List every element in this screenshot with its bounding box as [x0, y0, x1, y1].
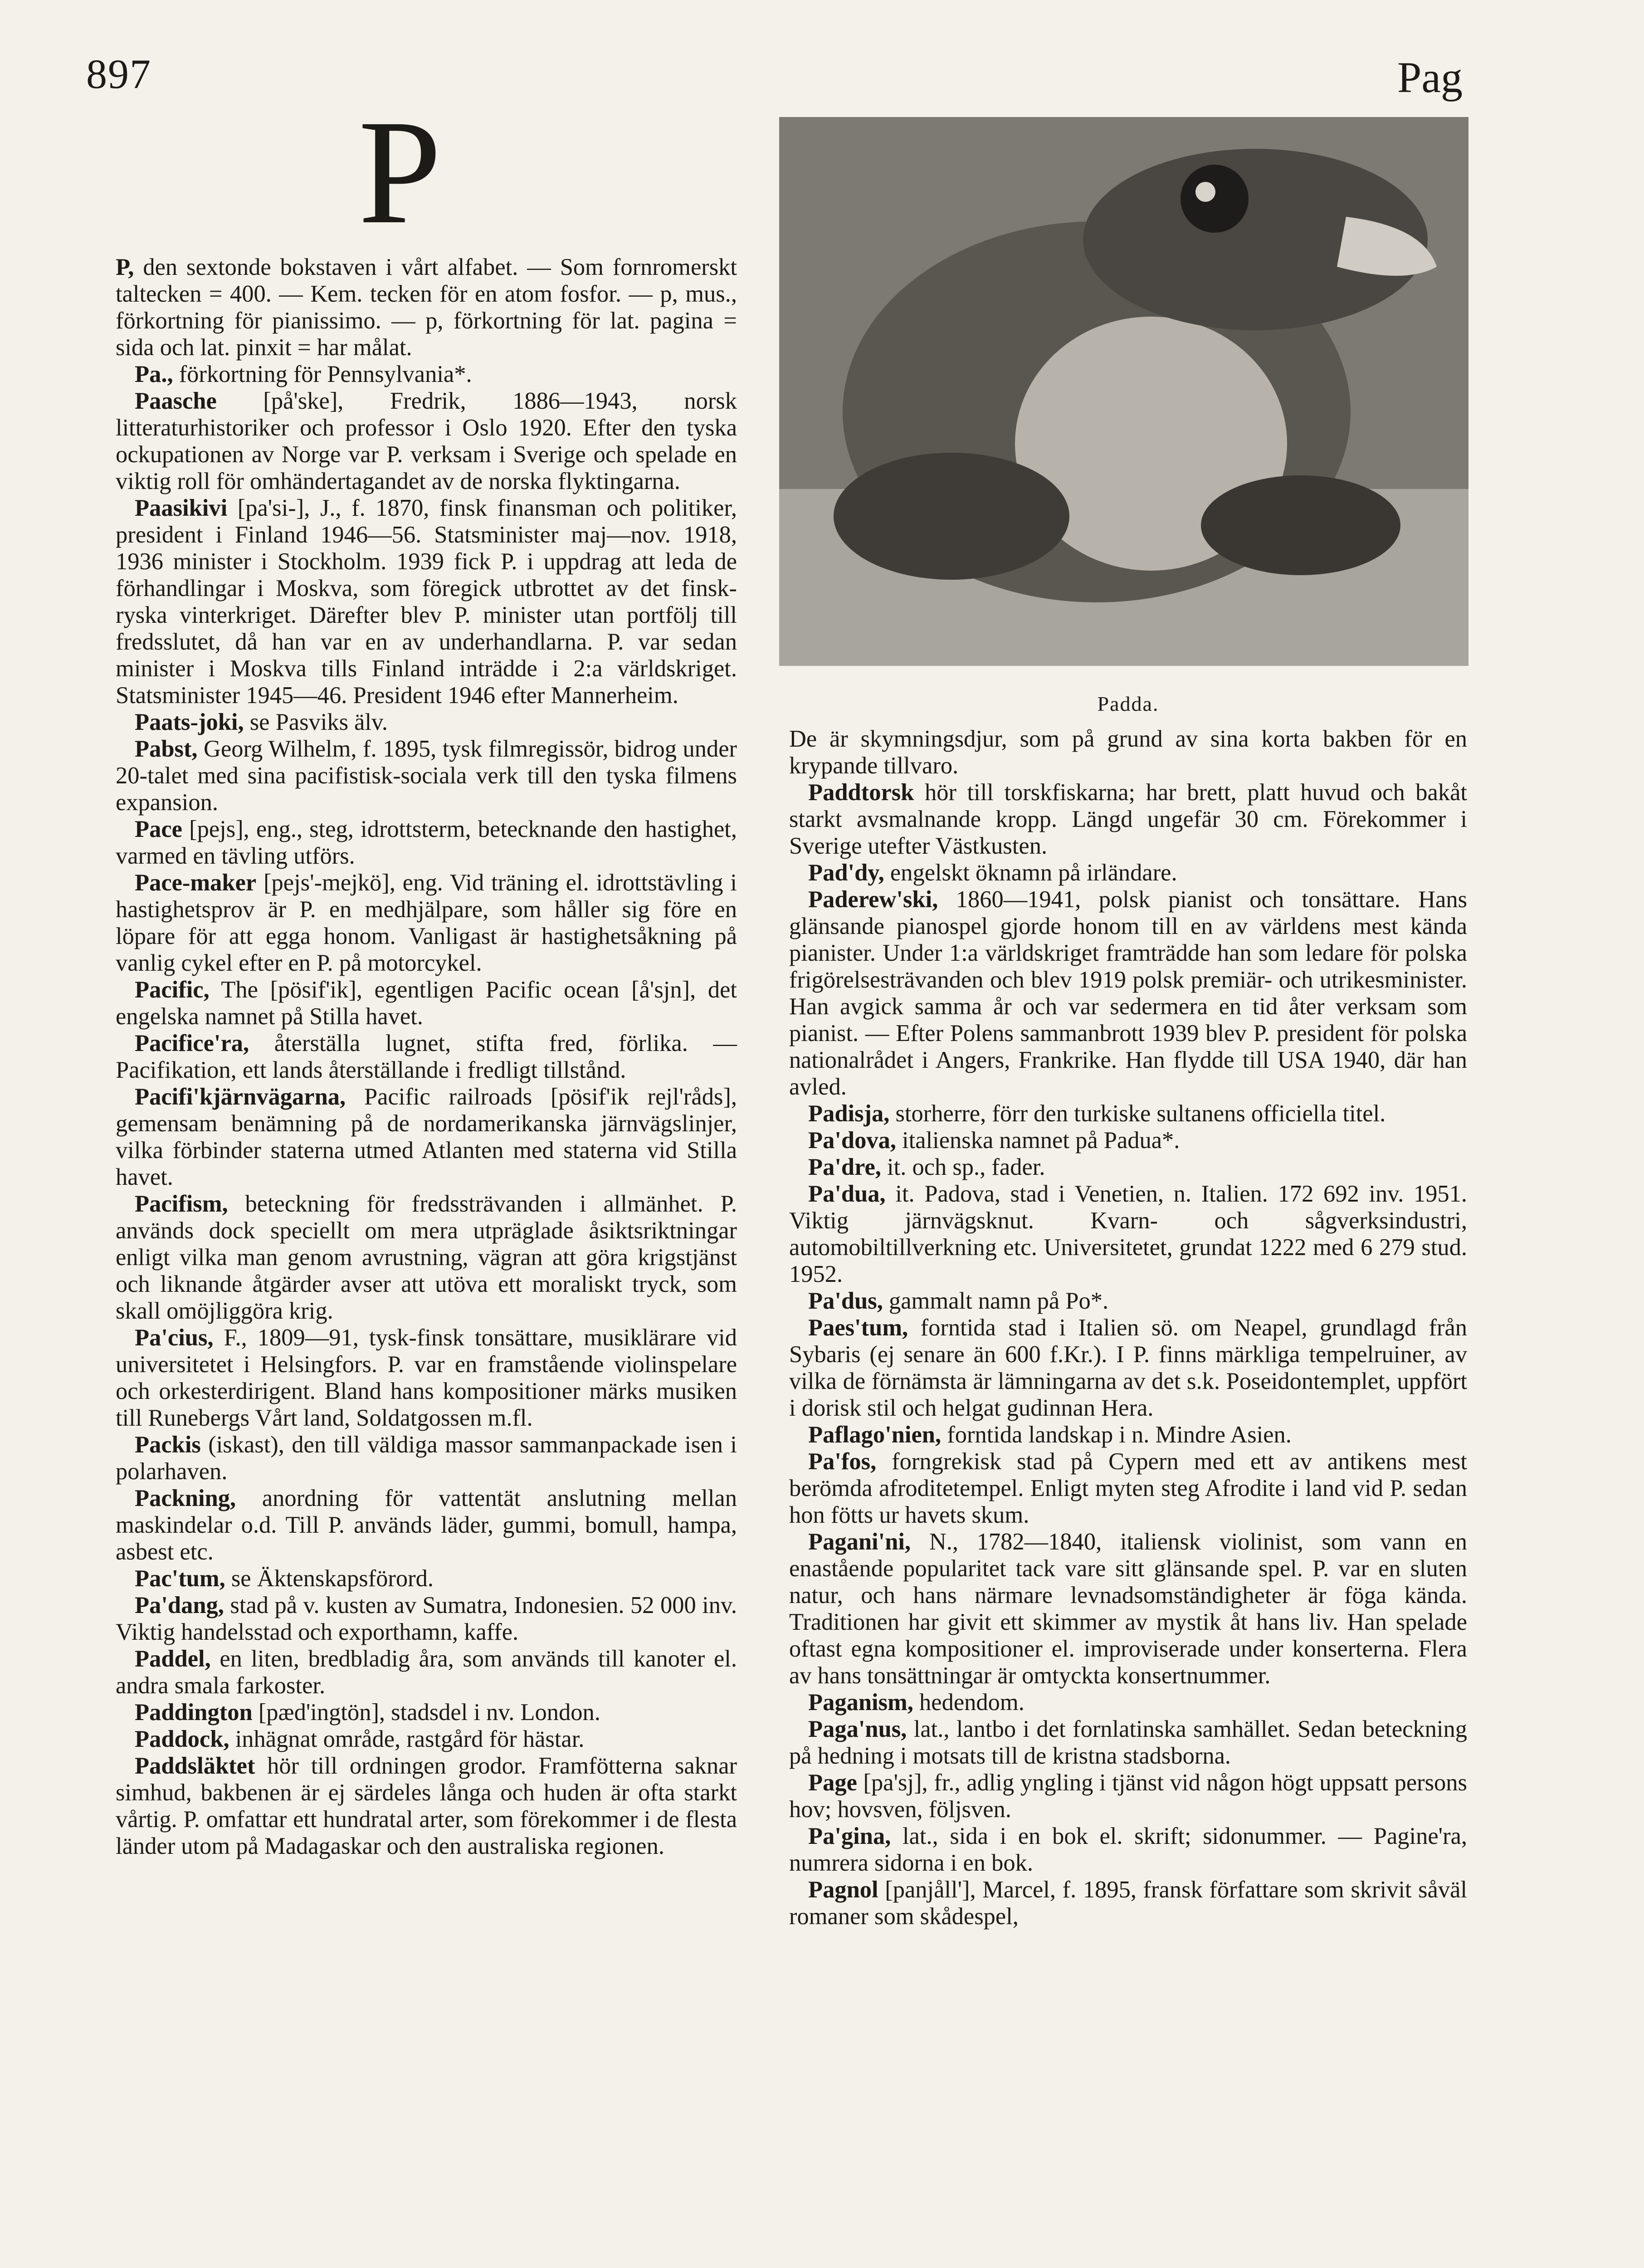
entry-headword: Paddock,	[135, 1726, 229, 1752]
entry-definition: den sextonde bokstaven i vårt alfabet. — Som fornromerskt taltecken = 400. — Kem. tecken för en atom fosfor. — p, mus., förkortning för pianissimo. — p, förkortning för lat. pagina = sida och lat. pinxit = har målat.	[116, 254, 737, 361]
dictionary-entry	[789, 726, 1467, 779]
entry-definition: återställa lugnet, stifta fred, förlika. — Pacifikation, ett lands återställande i fredligt tillstånd.	[116, 1030, 737, 1083]
entry-headword: Paddtorsk	[808, 779, 914, 806]
entry-headword: Padisja,	[808, 1100, 890, 1127]
dictionary-entry	[789, 1877, 1467, 1930]
entry-definition: lat., lantbo i det fornlatinska samhället. Sedan beteckning på hedning i motsats till de kristna stadsborna.	[789, 1716, 1468, 1769]
entry-headword: Paasche	[135, 388, 217, 414]
entry-definition: De är skymningsdjur, som på grund av sina korta bakben för en krypande tillvaro.	[789, 726, 1467, 779]
entry-definition: [pa'si-], J., f. 1870, finsk finansman och politiker, president i Finland 1946—56. Statsminister maj—nov. 1918, 1936 minister i Stockholm. 1939 fick P. i uppdrag att leda de förhandlingar i Moskva, som föregick utbrottet av det finsk-ryska vinterkriget. Därefter blev P. minister utan portfölj till fredsslutet, då han var en av underhandlarna. P. var sedan minister i Moskva tills Finland inträdde i 2:a världskriget. Statsminister 1945—46. President 1946 efter Mannerheim.	[116, 495, 737, 709]
entry-headword: Pace-maker	[135, 870, 257, 896]
left-column	[116, 254, 737, 1860]
entry-definition: engelskt öknamn på irländare.	[890, 860, 1177, 886]
entry-headword: Paats-joki,	[135, 709, 244, 735]
entry-definition: inhägnat område, rastgård för hästar.	[235, 1726, 585, 1752]
dictionary-entry	[789, 1127, 1467, 1154]
entry-definition: The [pösif'ik], egentligen Pacific ocean [å'sjn], det engelska namnet på Stilla havet.	[116, 977, 737, 1030]
dictionary-entry	[789, 1716, 1467, 1769]
page-number: 897	[86, 51, 151, 97]
dictionary-entry	[116, 1565, 737, 1592]
entry-definition: se Äktenskapsförord.	[231, 1565, 434, 1592]
entry-definition: hör till ordningen grodor. Framfötterna saknar simhud, bakbenen är ej särdeles långa och huden är ofta starkt vårtig. P. omfattar ett hundratal arter, som förekommer i de flesta länder utom på Madagaskar och den australiska regionen.	[116, 1753, 737, 1859]
dictionary-entry	[789, 779, 1467, 860]
entry-definition: [pa'sj], fr., adlig yngling i tjänst vid någon högt uppsatt persons hov; hovsven, följsven.	[789, 1769, 1467, 1823]
dictionary-entry	[789, 1181, 1467, 1288]
entry-headword: Pacifism,	[135, 1191, 228, 1217]
entry-headword: Pacifi'kjärnvägarna,	[135, 1084, 346, 1110]
entry-headword: Paes'tum,	[808, 1315, 908, 1341]
entry-headword: Packning,	[135, 1485, 236, 1511]
entry-definition: se Pasviks älv.	[249, 709, 388, 735]
entry-definition: en liten, bredbladig åra, som används till kanoter el. andra smala farkoster.	[116, 1646, 737, 1699]
entry-headword: Paga'nus,	[808, 1716, 907, 1742]
entry-headword: Paderew'ski,	[808, 886, 938, 913]
entry-definition: [pæd'ingtön], stadsdel i nv. London.	[258, 1699, 600, 1725]
entry-definition: anordning för vattentät anslutning mellan maskindelar o.d. Till P. används läder, gummi, bomull, hampa, asbest etc.	[116, 1485, 737, 1565]
entry-definition: Pacific railroads [pösif'ik rejl'råds], gemensam benämning på de nordamerikanska järnvägslinjer, vilka förbinder staterna utmed Atlanten med staterna vid Stilla havet.	[116, 1084, 737, 1190]
entry-definition: [på'ske], Fredrik, 1886—1943, norsk litteraturhistoriker och professor i Oslo 1920. Efter den tyska ockupationen av Norge var P. verksam i Sverige och spelade en viktig roll för omhändertagandet av de norska flyktingarna.	[116, 388, 737, 494]
entry-headword: P,	[116, 254, 134, 280]
dictionary-entry	[116, 816, 737, 870]
entry-definition: it. och sp., fader.	[887, 1154, 1045, 1180]
entry-definition: [pejs], eng., steg, idrottsterm, betecknande den hastighet, varmed en tävling utförs.	[116, 816, 737, 869]
entry-headword: Pace	[135, 816, 182, 842]
entry-definition: gammalt namn på Po*.	[888, 1288, 1109, 1314]
dictionary-entry	[116, 1485, 737, 1565]
entry-definition: [panjåll'], Marcel, f. 1895, fransk författare som skrivit såväl romaner som skådespel,	[789, 1877, 1467, 1930]
entry-headword: Pac'tum,	[135, 1565, 225, 1592]
entry-definition: 1860—1941, polsk pianist och tonsättare. Hans glänsande pianospel gjorde honom till en av världens mest kända pianister. Under 1:a världskriget framträdde han som ledare för polska frigörelsesträvanden och blev 1919 polsk premiär- och utrikesminister. Han avgick samma år och var sedermera en tid åter verksam som pianist. — Efter Polens sammanbrott 1939 blev P. president för polska nationalrådet i Angers, Frankrike. Han flydde till USA 1940, där han avled.	[789, 886, 1467, 1100]
dictionary-entry	[116, 1753, 737, 1860]
entry-definition: N., 1782—1840, italiensk violinist, som vann en enastående popularitet tack vare sitt glänsande spel. P. var en sluten natur, och hans närmare levnadsomständigheter är föga kända. Traditionen har givit ett skimmer av mystik åt hans liv. Han spelade oftast egna kompositioner el. improviserade under konserterna. Flera av hans tonsättningar är omtyckta konsertnummer.	[789, 1529, 1468, 1689]
entry-headword: Paflago'nien,	[808, 1422, 942, 1448]
entry-definition: lat., sida i en bok el. skrift; sidonummer. — Pagine'ra, numrera sidorna i en bok.	[789, 1823, 1468, 1876]
entry-definition: hedendom.	[919, 1689, 1024, 1716]
dictionary-entry	[116, 254, 737, 361]
entry-headword: Paganism,	[808, 1689, 913, 1716]
entry-definition: stad på v. kusten av Sumatra, Indonesien. 52 000 inv. Viktig handelsstad och exporthamn, kaffe.	[116, 1592, 737, 1645]
dictionary-entry	[116, 388, 737, 495]
entry-definition: Georg Wilhelm, f. 1895, tysk filmregissör, bidrog under 20-talet med sina pacifistisk-sociala verk till den tyska filmens expansion.	[116, 736, 737, 816]
entry-headword: Packis	[135, 1432, 201, 1458]
right-column	[789, 726, 1467, 1930]
entry-headword: Pa'fos,	[808, 1448, 877, 1475]
entry-headword: Pagani'ni,	[808, 1529, 911, 1555]
entry-definition: forngrekisk stad på Cypern med ett av antikens mest berömda afroditetempel. Enligt myten steg Afrodite i land vid P. sedan hon fötts ur havets skum.	[789, 1448, 1467, 1528]
dictionary-entry	[116, 361, 737, 388]
dictionary-entry	[789, 1288, 1467, 1315]
entry-definition: italienska namnet på Padua*.	[902, 1127, 1180, 1154]
entry-headword: Paasikivi	[135, 495, 228, 521]
guide-word: Pag	[1397, 53, 1463, 102]
entry-headword: Pagnol	[808, 1877, 878, 1903]
entry-definition: it. Padova, stad i Venetien, n. Italien. 172 692 inv. 1951. Viktig järnvägsknut. Kvarn- och sågverksindustri, automobiltillverkning etc. Universitetet, grundat 1222 med 6 279 stud. 1952.	[789, 1181, 1467, 1287]
dictionary-entry	[789, 1689, 1467, 1716]
entry-headword: Pa'dova,	[808, 1127, 896, 1154]
entry-headword: Paddington	[135, 1699, 253, 1725]
dictionary-entry	[789, 1422, 1467, 1448]
entry-headword: Pad'dy,	[808, 860, 884, 886]
entry-headword: Pa.,	[135, 361, 173, 387]
dictionary-entry	[789, 860, 1467, 886]
entry-headword: Pa'dua,	[808, 1181, 886, 1207]
entry-definition: beteckning för fredssträvanden i allmänhet. P. används dock speciellt om mera utpräglade åsiktsriktningar enligt vilka man genom avrustning, vägran att göra krigstjänst och liknande åtgärder avser att utöva ett moraliskt tryck, som skall omöjliggöra krig.	[116, 1191, 737, 1324]
entry-headword: Pa'gina,	[808, 1823, 891, 1849]
dictionary-entry	[116, 1726, 737, 1753]
entry-headword: Page	[808, 1769, 857, 1796]
dictionary-entry	[789, 1448, 1467, 1529]
entry-definition: F., 1809—91, tysk-finsk tonsättare, musiklärare vid universitetet i Helsingfors. P. var en framstående violinspelare och orkesterdirigent. Bland hans kompositioner märks musiken till Runebergs Vårt land, Soldatgossen m.fl.	[116, 1325, 737, 1431]
dictionary-entry	[116, 977, 737, 1030]
entry-definition: [pejs'-mejkö], eng. Vid träning el. idrottstävling i hastighetsprov är P. en medhjälpare, som håller sig före en löpare för att egga honom. Vanligast är hastighetsåkning på vanlig cykel efter en P. på motorcykel.	[116, 870, 737, 976]
entry-headword: Pa'dre,	[808, 1154, 881, 1180]
toad-photo	[779, 117, 1468, 666]
chapter-letter: P	[358, 89, 442, 255]
entry-definition: (iskast), den till väldiga massor sammanpackade isen i polarhaven.	[116, 1432, 737, 1485]
dictionary-entry	[116, 736, 737, 816]
entry-headword: Paddel,	[135, 1646, 211, 1672]
dictionary-entry	[789, 1154, 1467, 1181]
dictionary-entry	[789, 1769, 1467, 1823]
dictionary-entry	[116, 1699, 737, 1726]
dictionary-entry	[116, 709, 737, 736]
entry-headword: Pacifice'ra,	[135, 1030, 249, 1056]
dictionary-entry	[116, 1325, 737, 1432]
entry-headword: Pa'cius,	[135, 1325, 214, 1351]
dictionary-entry	[116, 1030, 737, 1084]
entry-headword: Pa'dang,	[135, 1592, 224, 1618]
dictionary-entry	[789, 1823, 1467, 1877]
entry-definition: forntida landskap i n. Mindre Asien.	[947, 1422, 1292, 1448]
entry-headword: Paddsläktet	[135, 1753, 255, 1779]
dictionary-entry	[116, 1084, 737, 1191]
entry-definition: hör till torskfiskarna; har brett, platt huvud och bakåt starkt avsmalnande kropp. Längd ungefär 30 cm. Förekommer i Sverige utefter Västkusten.	[789, 779, 1468, 859]
dictionary-entry	[789, 1529, 1467, 1689]
dictionary-entry	[116, 1191, 737, 1325]
dictionary-entry	[116, 1592, 737, 1646]
dictionary-entry	[789, 1100, 1467, 1127]
entry-headword: Pa'dus,	[808, 1288, 883, 1314]
dictionary-entry	[116, 495, 737, 709]
dictionary-entry	[116, 1646, 737, 1699]
entry-definition: förkortning för Pennsylvania*.	[179, 361, 472, 387]
figure-caption: Padda.	[1097, 692, 1159, 715]
entry-definition: storherre, förr den turkiske sultanens officiella titel.	[895, 1100, 1386, 1127]
entry-headword: Pacific,	[135, 977, 210, 1003]
entry-headword: Pabst,	[135, 736, 198, 762]
dictionary-entry	[116, 1432, 737, 1485]
dictionary-entry	[116, 870, 737, 977]
dictionary-entry	[789, 1315, 1467, 1422]
entry-definition: forntida stad i Italien sö. om Neapel, grundlagd från Sybaris (ej senare än 600 f.Kr.). I P. finns märkliga tempelruiner, av vilka de förnämsta är lämningarna av det s.k. Poseidontemplet, uppfört i dorisk stil och helgat gudinnan Hera.	[789, 1315, 1467, 1421]
dictionary-entry	[789, 886, 1467, 1100]
